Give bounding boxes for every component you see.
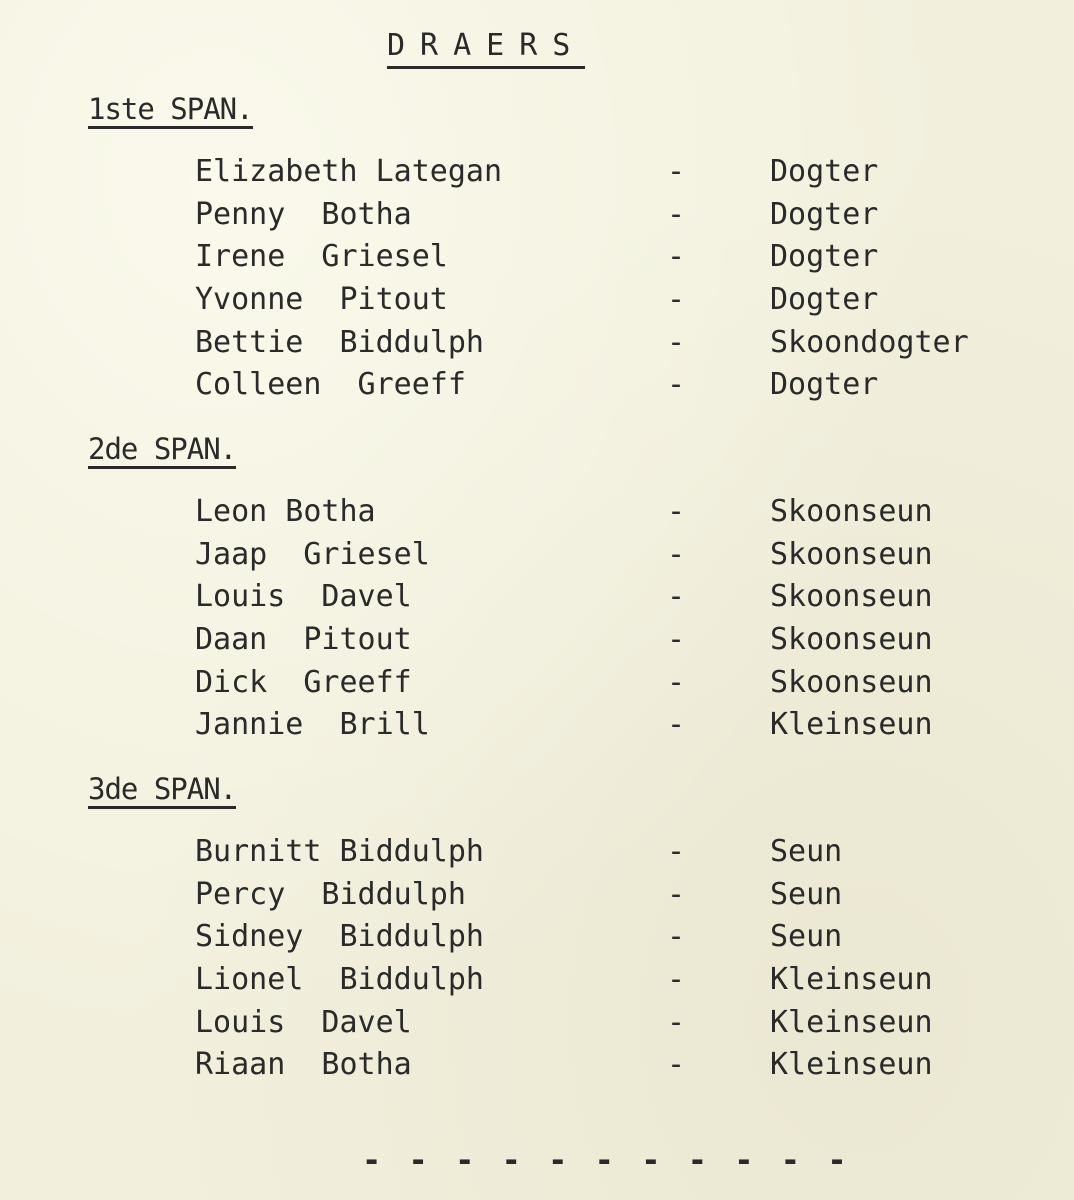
- list-item: [88, 194, 1028, 237]
- bearer-name: Louis Davel: [195, 579, 412, 615]
- separator-dash: -: [667, 919, 686, 955]
- separator-dash: -: [667, 282, 686, 318]
- bearer-name: Leon Botha: [195, 494, 376, 529]
- separator-dash: -: [667, 707, 686, 743]
- relation-label: Skoonseun: [770, 664, 933, 700]
- separator-dash: -: [667, 196, 686, 232]
- list-item: [88, 279, 1028, 322]
- list-item: [88, 1002, 1028, 1045]
- bearer-name: Riaan Botha: [195, 1047, 412, 1083]
- separator-dash: -: [667, 579, 686, 615]
- bearer-name: Penny Botha: [195, 196, 412, 232]
- bearer-name: Burnitt Biddulph: [195, 834, 484, 869]
- separator-dash: -: [667, 664, 686, 700]
- relation-label: Kleinseun: [770, 1004, 933, 1040]
- relation-label: Seun: [770, 834, 843, 869]
- list-item: [88, 364, 1028, 407]
- list-item: [88, 874, 1028, 917]
- separator-dash: -: [667, 239, 686, 275]
- list-item: [88, 534, 1028, 577]
- list-item: [88, 704, 1028, 747]
- relation-label: Kleinseun: [770, 707, 933, 743]
- footer-dash-line: - - - - - - - - - - -: [362, 1141, 851, 1179]
- separator-dash: -: [667, 154, 686, 189]
- list-item: [88, 916, 1028, 959]
- relation-label: Seun: [770, 919, 843, 955]
- relation-label: Dogter: [770, 239, 879, 275]
- list-item: [88, 236, 1028, 279]
- section-heading: 1ste SPAN.: [88, 92, 253, 129]
- separator-dash: -: [667, 962, 686, 998]
- document-title: DRAERS: [387, 28, 585, 69]
- bearer-name: Sidney Biddulph: [195, 919, 484, 955]
- section-rows: [88, 151, 1028, 407]
- separator-dash: -: [667, 494, 686, 529]
- list-item: [88, 576, 1028, 619]
- bearer-name: Irene Griesel: [195, 239, 448, 275]
- relation-label: Skoonseun: [770, 622, 933, 658]
- list-item: [88, 491, 1028, 534]
- section-2de-span: [88, 432, 1028, 747]
- relation-label: Skoondogter: [770, 324, 969, 360]
- separator-dash: -: [667, 1047, 686, 1083]
- list-item: [88, 619, 1028, 662]
- bearer-name: Elizabeth Lategan: [195, 154, 503, 189]
- bearer-name: Lionel Biddulph: [195, 962, 484, 998]
- bearer-name: Yvonne Pitout: [195, 282, 448, 318]
- section-rows: [88, 831, 1028, 1087]
- list-item: [88, 959, 1028, 1002]
- relation-label: Kleinseun: [770, 962, 933, 998]
- section-heading: 3de SPAN.: [88, 772, 236, 809]
- section-1ste-span: [88, 92, 1028, 407]
- relation-label: Dogter: [770, 367, 879, 403]
- bearer-name: Colleen Greeff: [195, 367, 466, 403]
- bearer-name: Jaap Griesel: [195, 536, 430, 572]
- separator-dash: -: [667, 324, 686, 360]
- separator-dash: -: [667, 834, 686, 869]
- bearer-name: Percy Biddulph: [195, 876, 466, 912]
- separator-dash: -: [667, 622, 686, 658]
- section-3de-span: [88, 772, 1028, 1087]
- relation-label: Dogter: [770, 196, 879, 232]
- separator-dash: -: [667, 536, 686, 572]
- relation-label: Dogter: [770, 154, 879, 189]
- separator-dash: -: [667, 876, 686, 912]
- section-rows: [88, 491, 1028, 747]
- bearer-name: Bettie Biddulph: [195, 324, 484, 360]
- list-item: [88, 151, 1028, 194]
- relation-label: Kleinseun: [770, 1047, 933, 1083]
- list-item: [88, 322, 1028, 365]
- list-item: [88, 662, 1028, 705]
- bearer-name: Daan Pitout: [195, 622, 412, 658]
- relation-label: Seun: [770, 876, 843, 912]
- section-heading: 2de SPAN.: [88, 432, 236, 469]
- separator-dash: -: [667, 1004, 686, 1040]
- bearer-name: Jannie Brill: [195, 707, 430, 743]
- bearer-name: Dick Greeff: [195, 664, 412, 700]
- relation-label: Skoonseun: [770, 494, 933, 529]
- relation-label: Dogter: [770, 282, 879, 318]
- list-item: [88, 1044, 1028, 1087]
- relation-label: Skoonseun: [770, 536, 933, 572]
- list-item: [88, 831, 1028, 874]
- relation-label: Skoonseun: [770, 579, 933, 615]
- separator-dash: -: [667, 367, 686, 403]
- bearer-name: Louis Davel: [195, 1004, 412, 1040]
